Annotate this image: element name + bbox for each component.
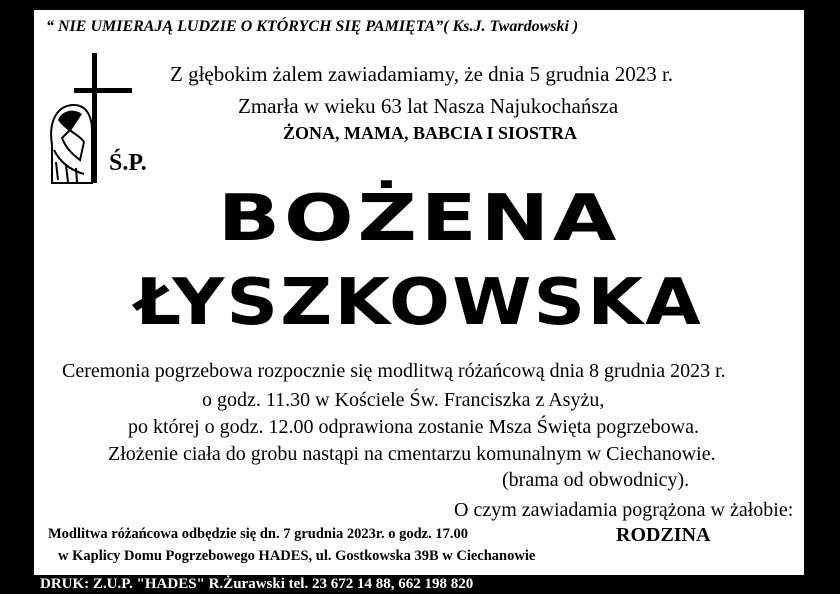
obituary-notice [34, 10, 804, 575]
signature: RODZINA [616, 524, 711, 546]
family-roles: ŻONA, MAMA, BABCIA I SIOSTRA [283, 123, 578, 143]
ceremony-line-1: Ceremonia pogrzebowa rozpocznie się modlitwą różańcową dnia 8 grudnia 2023 r. [62, 360, 726, 382]
ceremony-line-2: o godz. 11.30 w Kościele Św. Franciszka z Asyżu, [202, 389, 605, 411]
deceased-first-name: BOŻENA [217, 182, 621, 256]
printer-info: DRUK: Z.U.P. "HADES" R.Żurawski tel. 23 672 14 88, 662 198 820 [40, 576, 474, 592]
ceremony-line-4: Złożenie ciała do grobu nastąpi na cmentarzu komunalnym w Ciechanowie. [108, 443, 716, 465]
deceased-last-name: ŁYSZKOWSKA [135, 266, 703, 340]
ceremony-line-3: po której o godz. 12.00 odprawiona zostanie Msza Święta pogrzebowa. [128, 416, 699, 438]
ceremony-line-5: (brama od obwodnicy). [502, 469, 690, 491]
rosary-line-1: Modlitwa różańcowa odbędzie się dn. 7 grudnia 2023r. o godz. 17.00 [48, 526, 468, 542]
mourning-note: O czym zawiadamia pogrążona w żałobie: [454, 499, 794, 521]
intro-line-2: Zmarła w wieku 63 lat Nasza Najukochańsza [238, 94, 619, 118]
rosary-line-2: w Kaplicy Domu Pogrzebowego HADES, ul. Gostkowska 39B w Ciechanowie [58, 548, 536, 564]
intro-line-1: Z głębokim żalem zawiadamiamy, że dnia 5 grudnia 2023 r. [170, 62, 674, 86]
motto-quote: “ NIE UMIERAJĄ LUDZIE O KTÓRYCH SIĘ PAMIĘTA”( Ks.J. Twardowski ) [46, 18, 579, 35]
sp-label: Ś.P. [109, 150, 147, 176]
